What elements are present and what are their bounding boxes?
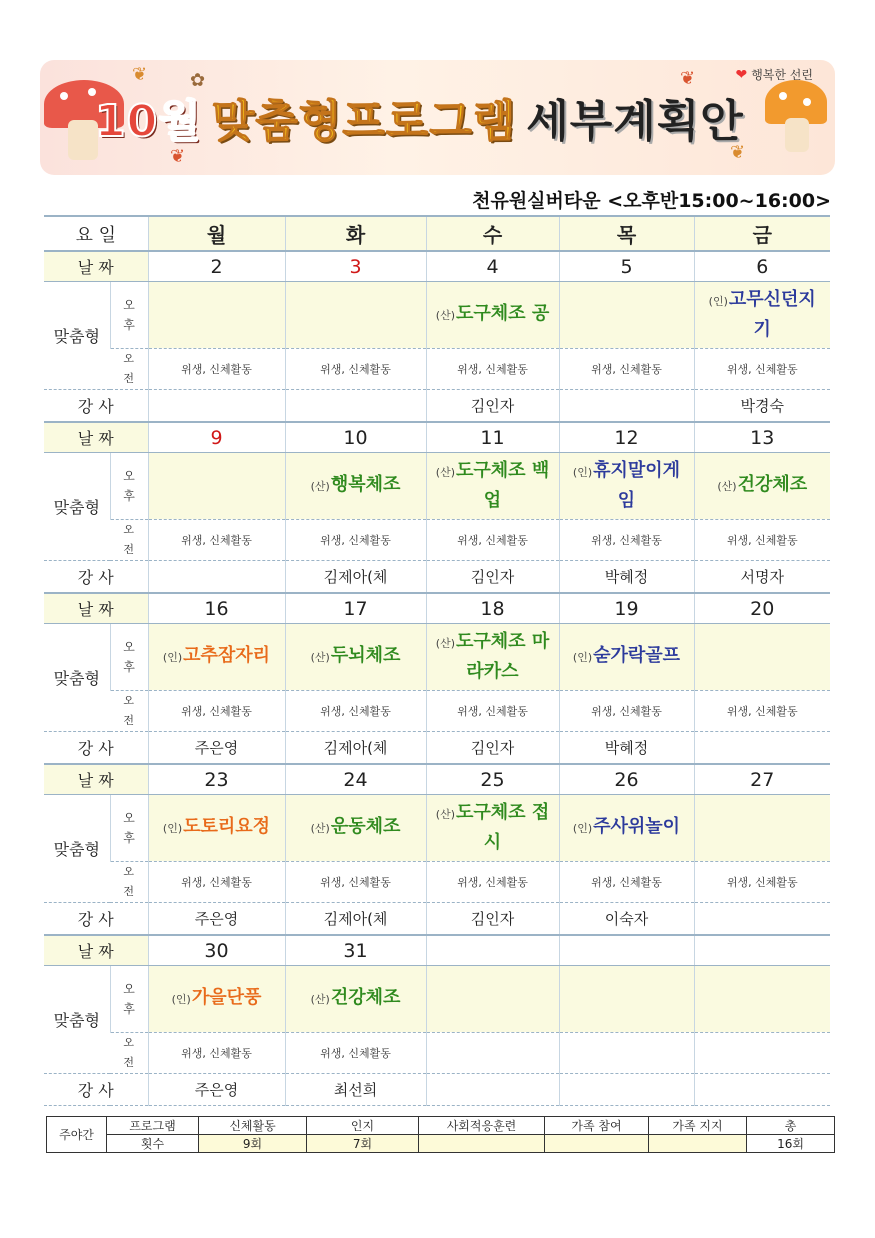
program-title: 도토리요정: [183, 816, 271, 837]
program-title: 도구체조 마라카스: [456, 631, 550, 682]
program-name: [163, 813, 270, 843]
teacher-name: 김제아(체: [285, 561, 426, 594]
summary-header: 인지: [307, 1117, 419, 1135]
program-prefix: (산): [310, 651, 330, 664]
program-cell: [559, 453, 694, 520]
am-label-char: 오 전: [123, 352, 135, 385]
morning-activity: 위생, 신체활동: [148, 520, 285, 561]
morning-activity: 위생, 신체활동: [426, 520, 559, 561]
program-title: 도구체조 공: [456, 303, 550, 324]
teacher-name: 박혜정: [559, 732, 694, 765]
program-title: 고무신던지기: [728, 289, 816, 340]
weekday-label: 요 일: [44, 216, 148, 251]
summary-count: 16회: [747, 1135, 835, 1153]
title-month: 10월: [95, 96, 202, 147]
am-label: [110, 691, 148, 732]
date-row-label: 날 짜: [44, 935, 148, 966]
program-cell: [559, 966, 694, 1033]
brand-logo: ❤ 행복한 선린: [735, 66, 813, 83]
teacher-row-label: 강 사: [44, 903, 148, 936]
teacher-name: 주은영: [148, 732, 285, 765]
morning-activity: 위생, 신체활동: [559, 691, 694, 732]
leaf-icon: ❦: [132, 64, 148, 85]
program-cell: [426, 966, 559, 1033]
morning-activity: 위생, 신체활동: [148, 349, 285, 390]
teacher-name: 주은영: [148, 1074, 285, 1106]
morning-activity: 위생, 신체활동: [148, 862, 285, 903]
program-prefix: (인): [162, 822, 183, 835]
date-cell: 5: [559, 251, 694, 282]
program-name: [311, 813, 401, 843]
date-cell: [694, 935, 830, 966]
teacher-name: [285, 390, 426, 423]
program-cell: [426, 282, 559, 349]
teacher-name: [426, 1074, 559, 1106]
date-cell: 30: [148, 935, 285, 966]
teacher-name: 최선희: [285, 1074, 426, 1106]
teacher-name: [694, 732, 830, 765]
date-row-label: 날 짜: [44, 422, 148, 453]
schedule-table: [44, 215, 830, 1106]
program-prefix: (산): [310, 993, 330, 1006]
weekday-fri: 금: [694, 216, 830, 251]
leaf-icon: ❦: [680, 68, 696, 89]
date-cell: 4: [426, 251, 559, 282]
program-prefix: (인): [572, 822, 593, 835]
teacher-name: 주은영: [148, 903, 285, 936]
morning-activity: 위생, 신체활동: [148, 1033, 285, 1074]
summary-header: 신체활동: [199, 1117, 307, 1135]
program-prefix: (산): [435, 808, 455, 821]
summary-row-label: 주야간: [47, 1117, 107, 1153]
program-name: [433, 799, 553, 857]
morning-row: [44, 349, 830, 390]
summary-header: 사회적응훈련: [419, 1117, 545, 1135]
program-cell: [559, 624, 694, 691]
morning-activity: 위생, 신체활동: [426, 862, 559, 903]
program-prefix: (산): [435, 466, 455, 479]
morning-activity: 위생, 신체활동: [426, 349, 559, 390]
summary-count: 7회: [307, 1135, 419, 1153]
program-name: [172, 984, 262, 1014]
date-cell: 27: [694, 764, 830, 795]
program-name: [567, 457, 687, 515]
morning-activity: 위생, 신체활동: [285, 691, 426, 732]
program-prefix: (산): [310, 480, 330, 493]
program-prefix: (인): [162, 651, 183, 664]
program-name: [436, 300, 549, 330]
leaf-icon: ❦: [170, 146, 186, 167]
program-title: 고추잠자리: [183, 645, 271, 666]
morning-row: [44, 1033, 830, 1074]
teacher-row: [44, 561, 830, 594]
program-title: 두뇌체조: [330, 645, 401, 666]
date-cell: 26: [559, 764, 694, 795]
teacher-name: 이숙자: [559, 903, 694, 936]
summary-count-row: [47, 1135, 835, 1153]
date-cell: 3: [285, 251, 426, 282]
teacher-row: [44, 1074, 830, 1106]
am-label-char: 오 전: [123, 1036, 135, 1069]
program-prefix: (산): [717, 480, 737, 493]
teacher-row-label: 강 사: [44, 561, 148, 594]
teacher-row: [44, 903, 830, 936]
teacher-name: 서명자: [694, 561, 830, 594]
mushroom-left-stem: [68, 120, 98, 160]
program-prefix: (산): [435, 309, 455, 322]
teacher-name: 김제아(체: [285, 903, 426, 936]
program-cell: [148, 453, 285, 520]
date-cell: 6: [694, 251, 830, 282]
program-name: [702, 286, 822, 344]
pm-label-char: 오 후: [123, 640, 135, 674]
teacher-name: [694, 903, 830, 936]
morning-activity: 위생, 신체활동: [694, 691, 830, 732]
program-cell: [694, 282, 830, 349]
date-row-label: 날 짜: [44, 764, 148, 795]
program-name: [163, 642, 270, 672]
title-plan: 세부계획안: [526, 96, 744, 147]
summary-header: 총: [747, 1117, 835, 1135]
am-label-char: 오 전: [123, 523, 135, 556]
program-name: [717, 471, 807, 501]
summary-count-label: 횟수: [107, 1135, 199, 1153]
morning-activity: 위생, 신체활동: [559, 862, 694, 903]
program-cell: [694, 795, 830, 862]
morning-row: [44, 862, 830, 903]
date-cell: 18: [426, 593, 559, 624]
morning-activity: 위생, 신체활동: [148, 691, 285, 732]
program-cell: [285, 282, 426, 349]
teacher-name: [559, 1074, 694, 1106]
date-cell: 25: [426, 764, 559, 795]
date-row: [44, 251, 830, 282]
program-title: 도구체조 백업: [456, 460, 550, 511]
program-prefix: (인): [572, 466, 593, 479]
program-title: 휴지말이게임: [593, 460, 681, 511]
program-row: [44, 282, 830, 349]
program-row-label: 맞춤형: [44, 453, 110, 561]
teacher-name: [148, 561, 285, 594]
am-label-char: 오 전: [123, 694, 135, 727]
program-row: [44, 453, 830, 520]
date-cell: [559, 935, 694, 966]
weekday-header-row: [44, 216, 830, 251]
weekday-tue: 화: [285, 216, 426, 251]
weekday-mon: 월: [148, 216, 285, 251]
date-cell: 19: [559, 593, 694, 624]
program-row: [44, 966, 830, 1033]
date-cell: 13: [694, 422, 830, 453]
date-row: [44, 935, 830, 966]
teacher-name: [148, 390, 285, 423]
program-title: 가을단풍: [191, 987, 262, 1008]
morning-row: [44, 691, 830, 732]
morning-activity: 위생, 신체활동: [694, 862, 830, 903]
subtitle: 천유원실버타운 <오후반15:00~16:00>: [472, 190, 831, 212]
morning-activity: 위생, 신체활동: [285, 520, 426, 561]
program-name: [433, 457, 553, 515]
morning-activity: 위생, 신체활동: [559, 349, 694, 390]
pm-label-char: 오 후: [123, 298, 135, 332]
date-row: [44, 764, 830, 795]
am-label: [110, 1033, 148, 1074]
program-prefix: (산): [435, 637, 455, 650]
program-title: 행복체조: [330, 474, 401, 495]
date-row-label: 날 짜: [44, 251, 148, 282]
summary-header: 가족 참여: [545, 1117, 649, 1135]
leaf-icon: ❦: [730, 142, 746, 163]
heart-icon: ❤: [735, 66, 748, 83]
program-prefix: (인): [572, 651, 593, 664]
teacher-name: 박혜정: [559, 561, 694, 594]
program-name: [433, 628, 553, 686]
program-cell: [285, 624, 426, 691]
page-title: [95, 82, 795, 152]
date-row-label: 날 짜: [44, 593, 148, 624]
morning-activity: 위생, 신체활동: [694, 520, 830, 561]
program-cell: [694, 624, 830, 691]
program-name: [311, 642, 401, 672]
teacher-row-label: 강 사: [44, 1074, 148, 1106]
teacher-name: [694, 1074, 830, 1106]
weekday-thu: 목: [559, 216, 694, 251]
summary-count: [649, 1135, 747, 1153]
program-cell: [285, 453, 426, 520]
program-row: [44, 624, 830, 691]
program-row-label: 맞춤형: [44, 282, 110, 390]
program-prefix: (인): [171, 993, 191, 1006]
program-name: [311, 471, 401, 501]
program-row-label: 맞춤형: [44, 966, 110, 1074]
title-program: 맞춤형프로그램: [211, 96, 517, 147]
date-cell: 9: [148, 422, 285, 453]
summary-count: 9회: [199, 1135, 307, 1153]
pm-label-char: 오 후: [123, 982, 135, 1016]
program-cell: [285, 966, 426, 1033]
pm-label-char: 오 후: [123, 811, 135, 845]
morning-activity: [694, 1033, 830, 1074]
summary-header: 프로그램: [107, 1117, 199, 1135]
program-cell: [559, 795, 694, 862]
program-title: 숟가락골프: [593, 645, 681, 666]
program-name: [573, 642, 680, 672]
teacher-row: [44, 390, 830, 423]
teacher-row-label: 강 사: [44, 390, 148, 423]
morning-activity: 위생, 신체활동: [285, 862, 426, 903]
teacher-name: 김인자: [426, 390, 559, 423]
teacher-name: 김인자: [426, 561, 559, 594]
program-cell: [148, 795, 285, 862]
pm-label: [110, 966, 148, 1033]
date-cell: 2: [148, 251, 285, 282]
pm-label: [110, 282, 148, 349]
program-cell: [426, 453, 559, 520]
teacher-row-label: 강 사: [44, 732, 148, 765]
program-cell: [694, 453, 830, 520]
program-name: [311, 984, 401, 1014]
summary-table: [46, 1116, 835, 1153]
date-cell: 10: [285, 422, 426, 453]
pm-label: [110, 795, 148, 862]
summary-count: [419, 1135, 545, 1153]
date-cell: 17: [285, 593, 426, 624]
program-cell: [148, 282, 285, 349]
teacher-name: 김제아(체: [285, 732, 426, 765]
program-row: [44, 795, 830, 862]
weekday-wed: 수: [426, 216, 559, 251]
leaf-icon: ✿: [190, 70, 206, 91]
morning-activity: 위생, 신체활동: [694, 349, 830, 390]
am-label: [110, 349, 148, 390]
am-label: [110, 520, 148, 561]
program-cell: [148, 624, 285, 691]
program-cell: [559, 282, 694, 349]
program-cell: [285, 795, 426, 862]
date-cell: 16: [148, 593, 285, 624]
program-cell: [426, 624, 559, 691]
morning-row: [44, 520, 830, 561]
program-title: 주사위놀이: [593, 816, 681, 837]
morning-activity: 위생, 신체활동: [559, 520, 694, 561]
date-row: [44, 422, 830, 453]
teacher-row: [44, 732, 830, 765]
program-prefix: (인): [708, 295, 728, 308]
program-cell: [694, 966, 830, 1033]
program-prefix: (산): [310, 822, 330, 835]
teacher-name: [559, 390, 694, 423]
date-row: [44, 593, 830, 624]
program-row-label: 맞춤형: [44, 795, 110, 903]
program-title: 운동체조: [330, 816, 401, 837]
teacher-name: 박경숙: [694, 390, 830, 423]
date-cell: 20: [694, 593, 830, 624]
am-label: [110, 862, 148, 903]
pm-label-char: 오 후: [123, 469, 135, 503]
program-title: 건강체조: [737, 474, 808, 495]
program-cell: [148, 966, 285, 1033]
morning-activity: [426, 1033, 559, 1074]
program-row-label: 맞춤형: [44, 624, 110, 732]
date-cell: 12: [559, 422, 694, 453]
morning-activity: 위생, 신체활동: [426, 691, 559, 732]
morning-activity: 위생, 신체활동: [285, 1033, 426, 1074]
morning-activity: [559, 1033, 694, 1074]
program-title: 건강체조: [330, 987, 401, 1008]
date-cell: 11: [426, 422, 559, 453]
summary-count: [545, 1135, 649, 1153]
pm-label: [110, 624, 148, 691]
date-cell: [426, 935, 559, 966]
teacher-name: 김인자: [426, 903, 559, 936]
date-cell: 31: [285, 935, 426, 966]
am-label-char: 오 전: [123, 865, 135, 898]
morning-activity: 위생, 신체활동: [285, 349, 426, 390]
summary-header-row: [47, 1117, 835, 1135]
teacher-name: 김인자: [426, 732, 559, 765]
program-title: 도구체조 접시: [456, 802, 550, 853]
date-cell: 24: [285, 764, 426, 795]
program-cell: [426, 795, 559, 862]
program-name: [573, 813, 680, 843]
summary-header: 가족 지지: [649, 1117, 747, 1135]
pm-label: [110, 453, 148, 520]
title-banner: [40, 60, 835, 175]
date-cell: 23: [148, 764, 285, 795]
